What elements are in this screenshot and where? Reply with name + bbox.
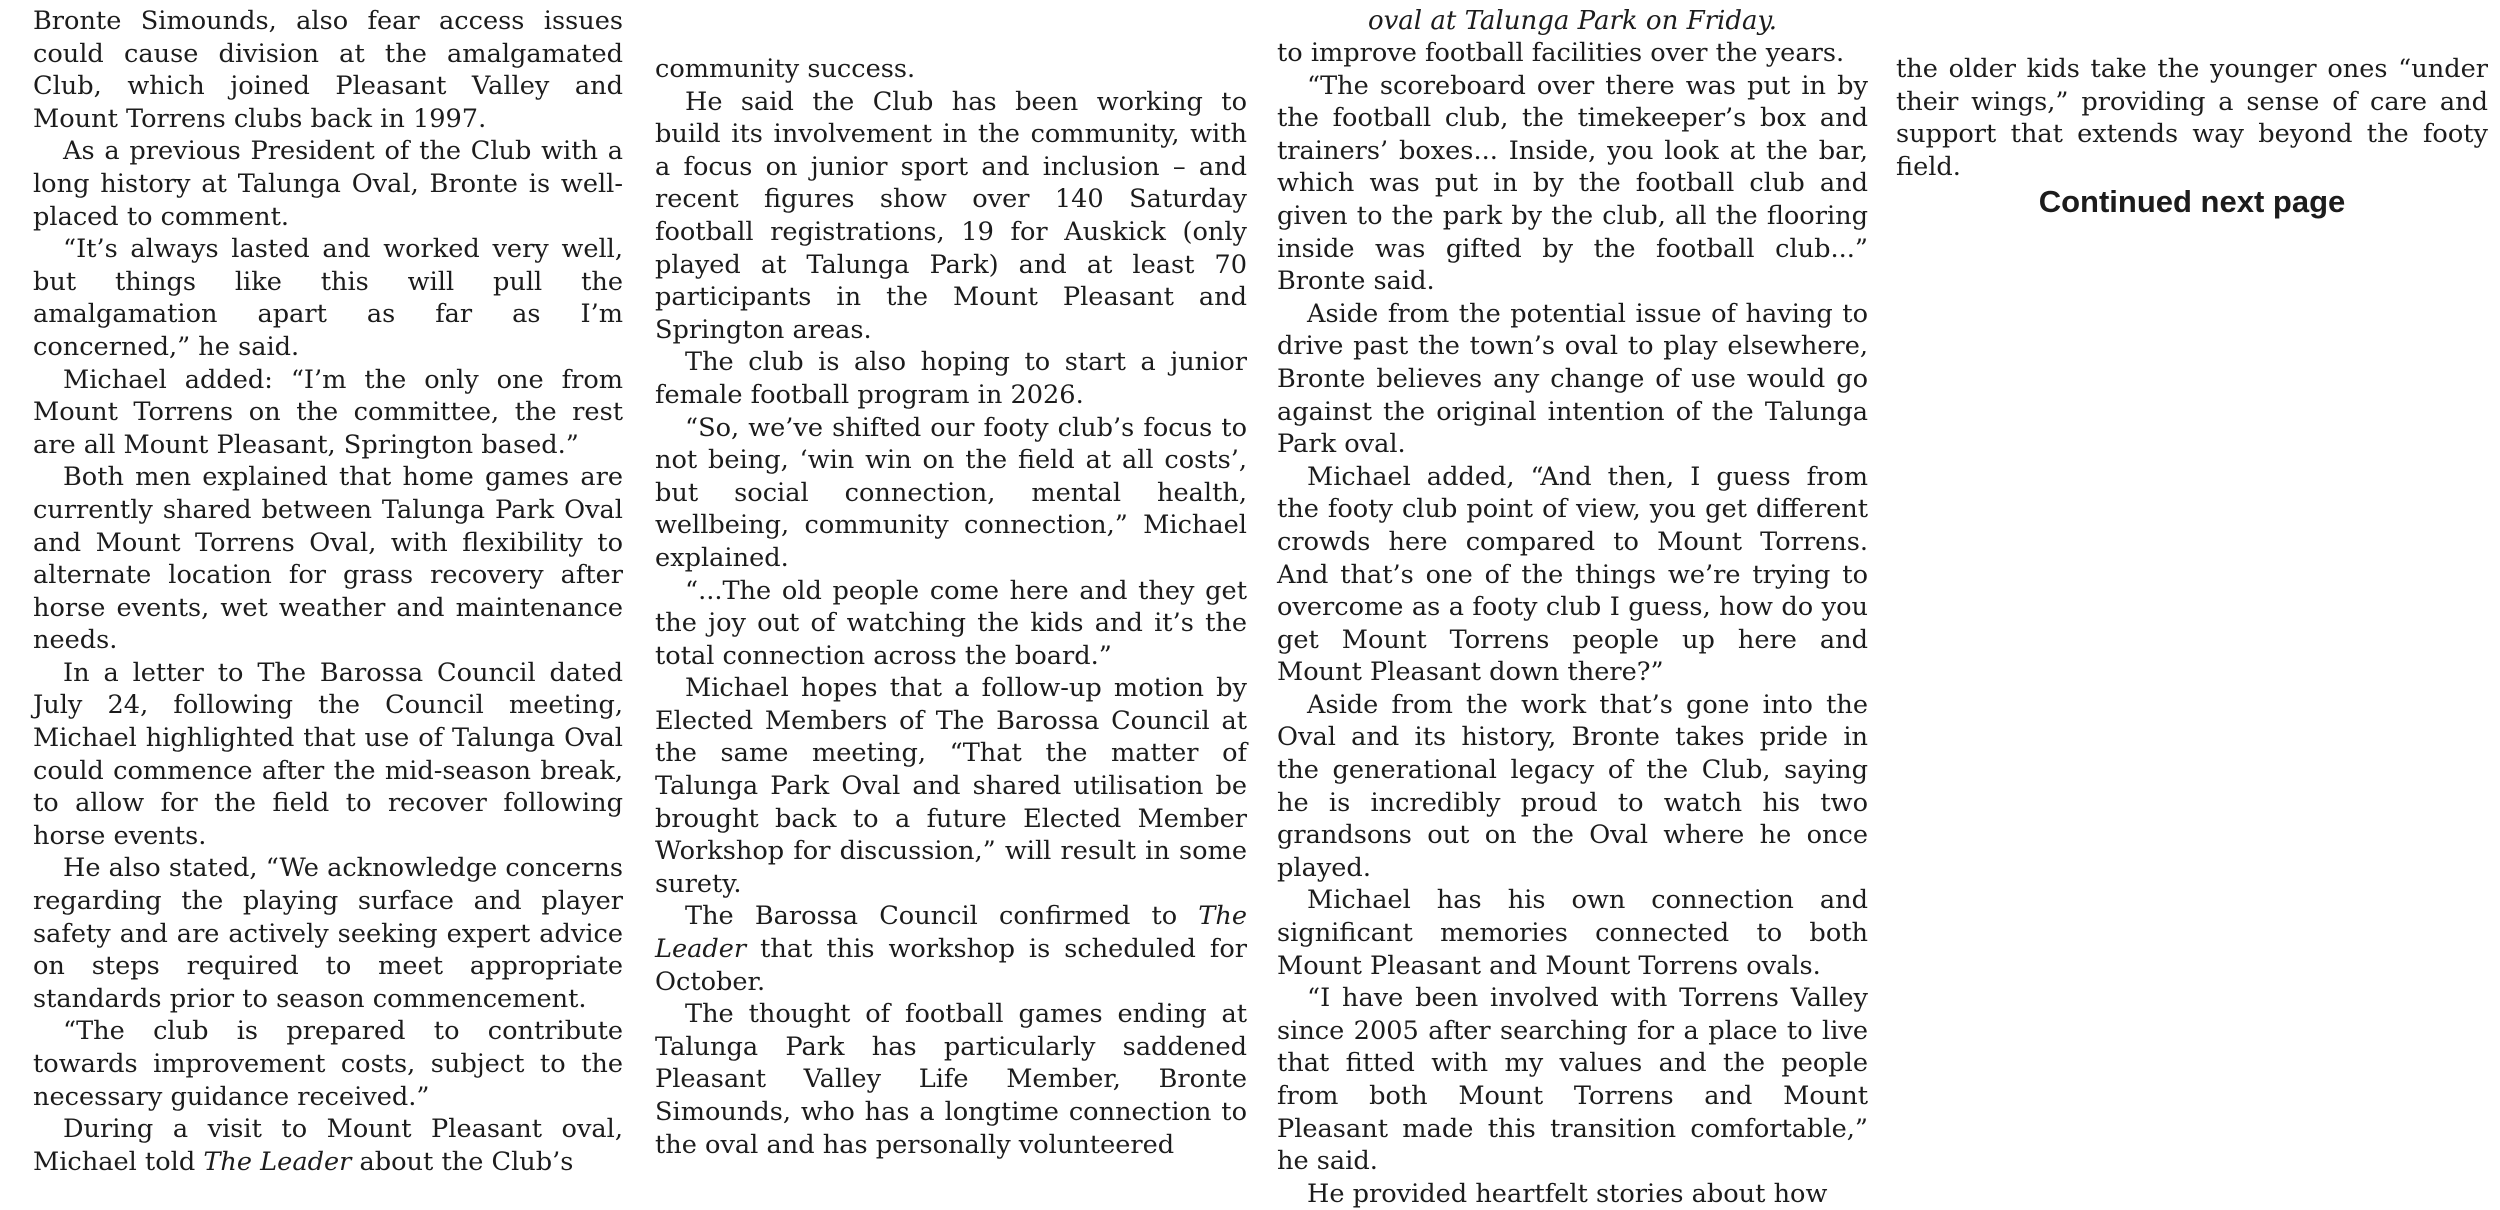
text-run: about the Club’s [351,1146,574,1177]
article-column-1 [33,5,623,1178]
paragraph: Michael has his own connection and significant memories connected to both Mount Pleasant and Mount Torrens ovals. [1277,885,1868,981]
publication-name: The Leader [655,901,1247,965]
article-column-2 [655,53,1247,1161]
text-run: that this workshop is scheduled for October. [655,934,1247,997]
publication-name: The Leader [203,1146,352,1177]
paragraph: “The club is prepared to contribute towards improvement costs, subject to the necessary guidance received.” [33,1016,623,1112]
article-column-3 [1277,5,1868,1210]
article-column-4 [1896,53,2488,221]
text-run: The Barossa Council confirmed to [685,901,1199,932]
paragraph: In a letter to The Barossa Council dated July 24, following the Council meeting, Michael highlighted that use of Talunga Oval could commence after the mid-season break, to allow for the field to recover following horse events. [33,657,623,851]
paragraph: Both men explained that home games are currently shared between Talunga Park Oval and Mount Torrens Oval, with flexibility to alternate location for grass recovery after horse events, wet weather and maintenance needs. [33,462,623,656]
paragraph: community success. [655,54,916,84]
paragraph: “It’s always lasted and worked very well, but things like this will pull the amalgamation apart as far as I’m concerned,” he said. [33,234,623,362]
paragraph: Michael hopes that a follow-up motion by Elected Members of The Barossa Council at the same meeting, “That the matter of Talunga Park Oval and shared utilisation be brought back to a future Elected Member Workshop for discussion,” will result in some surety. [655,673,1247,899]
continued-next-page: Continued next page [2038,184,2346,220]
paragraph: Aside from the work that’s gone into the Oval and its history, Bronte takes pride in the generational legacy of the Club, saying he is incredibly proud to watch his two grandsons out on the Oval where he once played. [1277,689,1868,883]
paragraph [655,900,1247,998]
paragraph: Aside from the potential issue of having to drive past the town’s oval to play elsewhere, Bronte believes any change of use would go against the original intention of the Talunga Park oval. [1277,298,1868,460]
paragraph: As a previous President of the Club with a long history at Talunga Oval, Bronte is well-placed to comment. [33,136,623,232]
paragraph: The thought of football games ending at Talunga Park has particularly saddened Pleasant Valley Life Member, Bronte Simounds, who has a longtime connection to the oval and has personally volunteered [655,999,1247,1160]
paragraph: Michael added, “And then, I guess from the footy club point of view, you get different crowds here compared to Mount Torrens. And that’s one of the things we’re trying to overcome as a footy club I guess, how do you get Mount Torrens people up here and Mount Pleasant down there?” [1277,461,1868,688]
paragraph: “...The old people come here and they get the joy out of watching the kids and it’s the total connection across the board.” [655,575,1247,671]
paragraph: He provided heartfelt stories about how [1307,1178,1828,1209]
photo-caption: oval at Talunga Park on Friday. [1367,6,1778,36]
paragraph: He also stated, “We acknowledge concerns regarding the playing surface and player safety and are actively seeking expert advice on steps required to meet appropriate standards prior to season commencement. [33,853,623,1014]
paragraph [33,1113,623,1178]
text-run: During a visit to Mount Pleasant oval, Michael told [33,1114,623,1177]
paragraph: to improve football facilities over the years. [1277,38,1845,68]
paragraph: “The scoreboard over there was put in by the football club, the timekeeper’s box and trainers’ boxes... Inside, you look at the bar, which was put in by the football club and given to the park by the club, all the flooring inside was gifted by the football club...” Bronte said. [1277,70,1868,297]
paragraph: Bronte Simounds, also fear access issues could cause division at the amalgamated Club, which joined Pleasant Valley and Mount Torrens clubs back in 1997. [33,6,623,134]
paragraph: Michael added: “I’m the only one from Mount Torrens on the committee, the rest are all Mount Pleasant, Springton based.” [33,364,623,460]
paragraph: He said the Club has been working to build its involvement in the community, with a focus on junior sport and inclusion – and recent figures show over 140 Saturday football registrations, 19 for Auskick (only played at Talunga Park) and at least 70 participants in the Mount Pleasant and Springton areas. [655,86,1247,345]
paragraph: “I have been involved with Torrens Valley since 2005 after searching for a place to live that fitted with my values and the people from both Mount Torrens and Mount Pleasant made this transition comfortable,” he said. [1277,983,1868,1177]
paragraph: “So, we’ve shifted our footy club’s focus to not being, ‘win win on the field at all costs’, but social connection, mental health, wellbeing, community connection,” Michael explained. [655,412,1247,573]
paragraph: The club is also hoping to start a junior female football program in 2026. [655,347,1247,410]
paragraph: the older kids take the younger ones “under their wings,” providing a sense of care and support that extends way beyond the footy field. [1896,54,2488,182]
